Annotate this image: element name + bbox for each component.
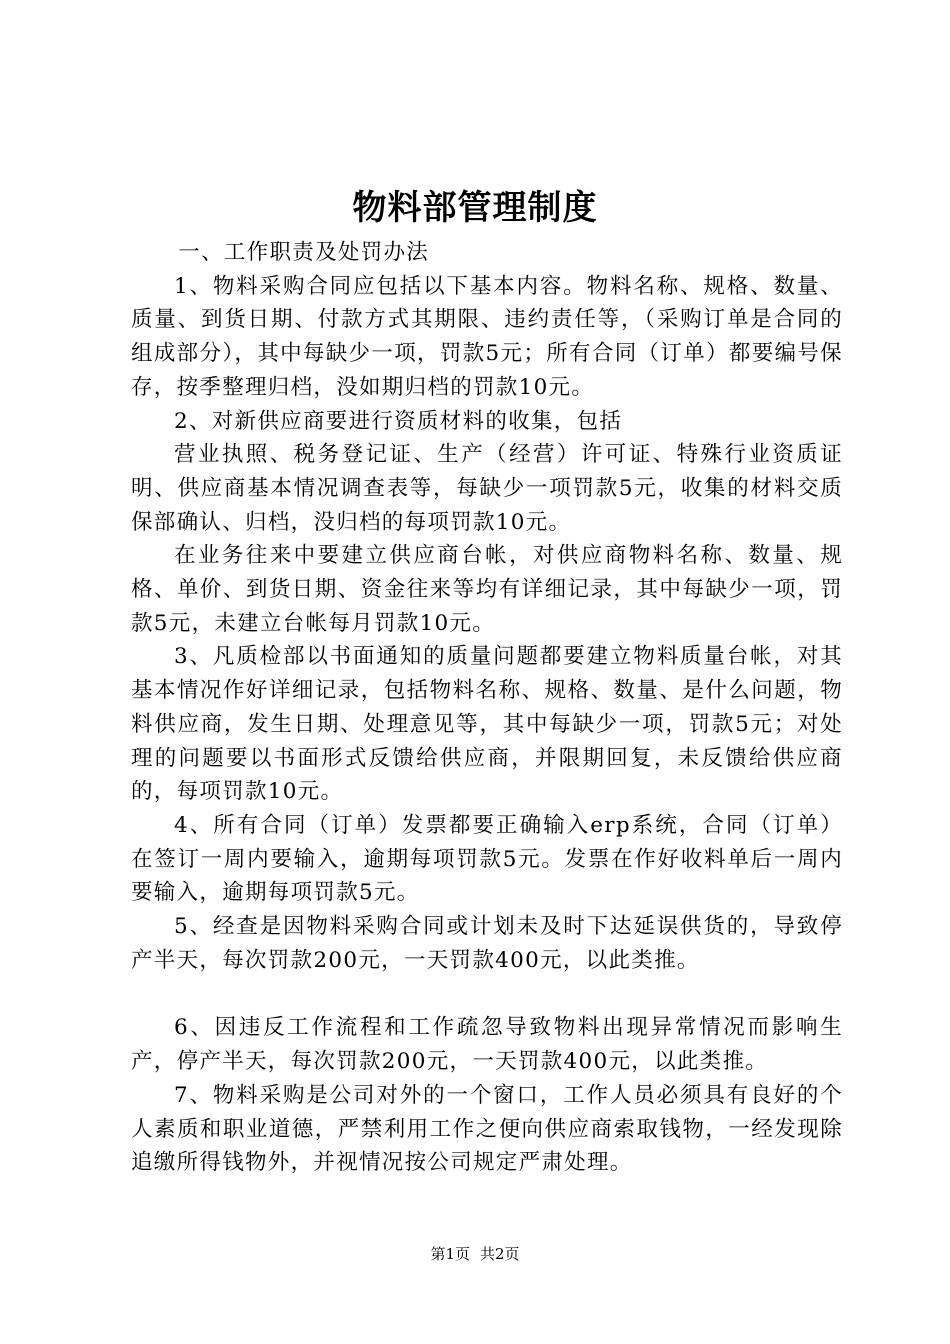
paragraph-item-5: 5、经查是因物料采购合同或计划未及时下达延误供货的，导致停产半天，每次罚款200元，一天罚款400元，以此类推。 (131, 914, 843, 973)
page-number: 第1页 (430, 1245, 470, 1263)
paragraph-item-1: 1、物料采购合同应包括以下基本内容。物料名称、规格、数量、质量、到货日期、付款方式其期限、违约责任等，（采购订单是合同的组成部分），其中每缺少一项，罚款5元；所有合同（订单）都要编号保存，按季整理归档，没如期归档的罚款10元。 (131, 273, 843, 400)
paragraph-item-3: 3、凡质检部以书面通知的质量问题都要建立物料质量台帐，对其基本情况作好详细记录，包括物料名称、规格、数量、是什么问题，物料供应商，发生日期、处理意见等，其中每缺少一项，罚款5元；对处理的问题要以书面形式反馈给供应商，并限期回复，未反馈给供应商的，每项罚款10元。 (131, 644, 843, 805)
paragraph-item-2-documents: 营业执照、税务登记证、生产（经营）许可证、特殊行业资质证明、供应商基本情况调查表等，每缺少一项罚款5元，收集的材料交质保部确认、归档，没归档的每项罚款10元。 (131, 442, 843, 535)
paragraph-item-2-ledger: 在业务往来中要建立供应商台帐，对供应商物料名称、数量、规格、单价、到货日期、资金往来等均有详细记录，其中每缺少一项，罚款5元，未建立台帐每月罚款10元。 (131, 543, 843, 636)
paragraph-item-7: 7、物料采购是公司对外的一个窗口，工作人员必须具有良好的个人素质和职业道德，严禁利用工作之便向供应商索取钱物，一经发现除追缴所得钱物外，并视情况按公司规定严肃处理。 (131, 1082, 843, 1176)
document-title: 物料部管理制度 (352, 188, 598, 228)
page-footer (0, 1243, 950, 1265)
document-body (131, 236, 843, 1180)
paragraph-item-2: 2、对新供应商要进行资质材料的收集，包括 (174, 408, 623, 434)
paragraph-item-6: 6、因违反工作流程和工作疏忽导致物料出现异常情况而影响生产，停产半天，每次罚款200元，一天罚款400元，以此类推。 (131, 1015, 843, 1075)
page-total: 共2页 (480, 1245, 520, 1263)
paragraph-item-4: 4、所有合同（订单）发票都要正确输入erp系统，合同（订单）在签订一周内要输入，逾期每项罚款5元。发票在作好收料单后一周内要输入，逾期每项罚款5元。 (131, 812, 843, 906)
section-heading: 一、工作职责及处罚办法 (178, 240, 430, 265)
